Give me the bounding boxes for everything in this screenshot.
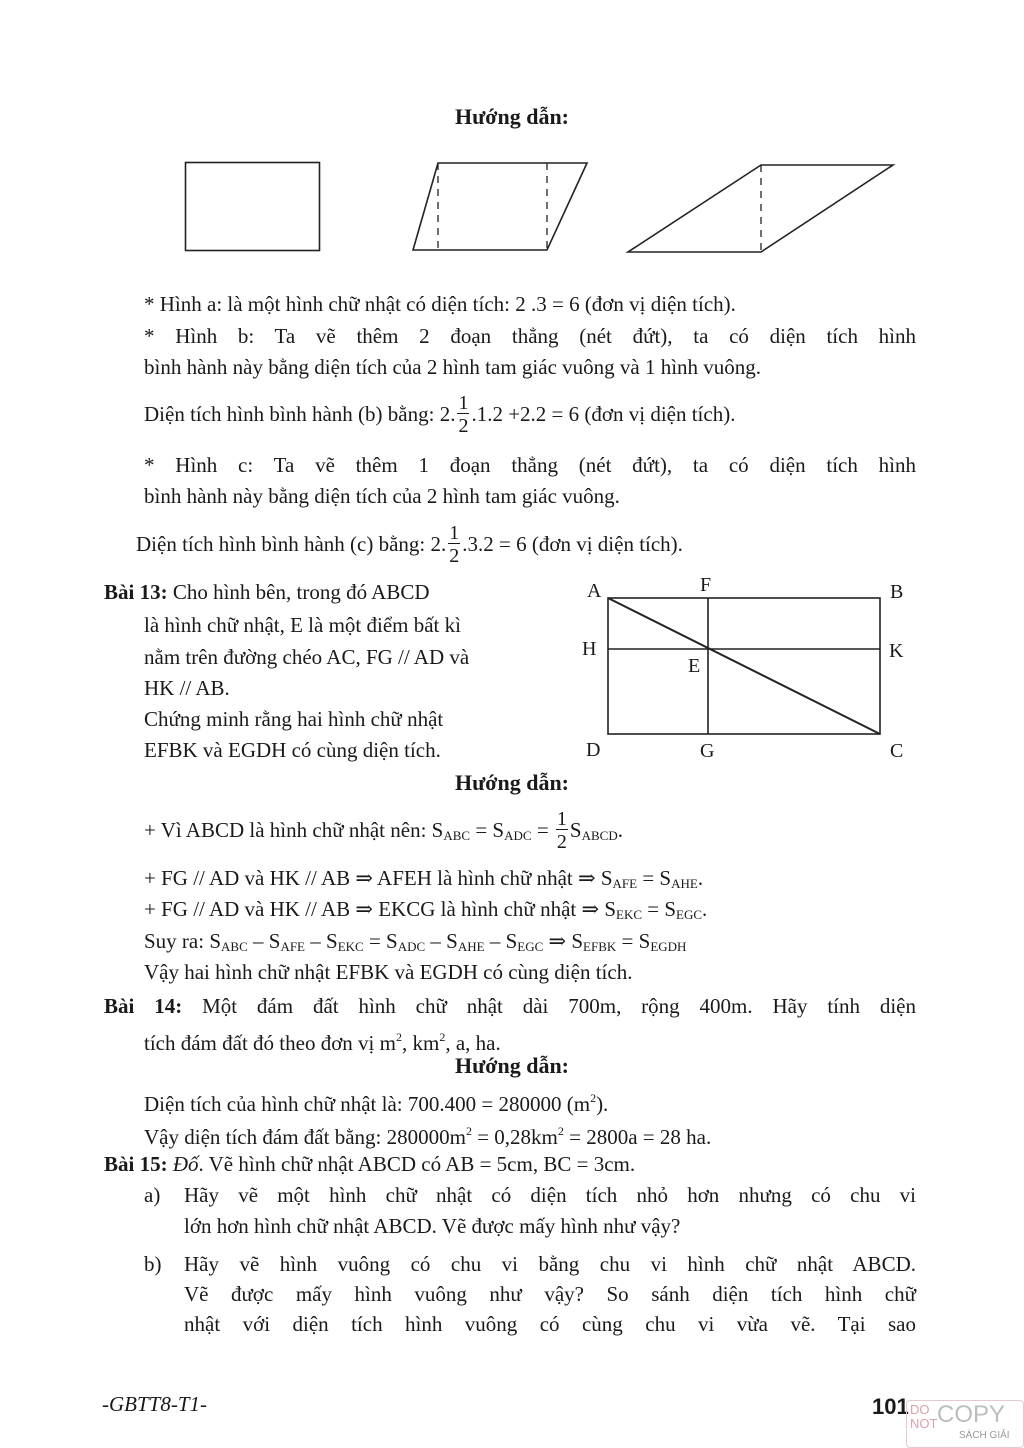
solution-13-line — [144, 927, 686, 961]
exercise-15-marker: b) — [144, 1252, 162, 1276]
figures-abc — [170, 150, 960, 260]
formula-text: = S — [637, 866, 672, 890]
fraction-numerator: 1 — [458, 391, 469, 414]
exercise-13-line: là hình chữ nhật, E là một điểm bất kì — [144, 613, 461, 637]
exercise-label: Bài 13: — [104, 580, 168, 604]
exercise-text: tích đám đất đó theo đơn vị m — [144, 1031, 396, 1055]
diagonal-ac — [608, 598, 880, 734]
exercise-text: , km — [401, 1031, 440, 1055]
section-heading: Hướng dẫn: — [454, 1053, 570, 1078]
section-heading: Hướng dẫn: — [454, 770, 570, 795]
subscript: EKC — [616, 907, 642, 922]
exercise-label: Bài 15: — [104, 1152, 168, 1176]
exercise-text: Cho hình bên, trong đó ABCD — [172, 580, 430, 604]
exercise-15-line: Hãy vẽ một hình chữ nhật có diện tích nhỏ hơn nhưng có chu vi — [184, 1183, 916, 1207]
solution-13-line — [144, 895, 707, 929]
formula-text: Diện tích hình bình hành (b) bằng: 2. — [144, 402, 456, 426]
fraction — [457, 393, 469, 436]
watermark-brand: SÁCH GIẢI — [959, 1430, 1010, 1441]
fraction-denominator: 2 — [449, 544, 460, 567]
formula-text: = 0,28km — [471, 1125, 558, 1149]
exercise-15-line: nhật với diện tích hình vuông có cùng chu vi vừa vẽ. Tại sao — [184, 1312, 916, 1336]
exercise-13-line — [104, 578, 430, 606]
subscript: ADC — [397, 939, 426, 954]
watermark-not: NOT — [910, 1416, 938, 1431]
point-label-k: K — [889, 640, 904, 662]
watermark-copy: COPY — [937, 1401, 1006, 1428]
subscript: AFE — [612, 876, 638, 891]
point-label-a: A — [587, 580, 602, 602]
formula-text: – S — [484, 929, 518, 953]
exercise-label-italic: Đố — [172, 1152, 199, 1176]
formula-text: – S — [305, 929, 338, 953]
exercise-15-line: lớn hơn hình chữ nhật ABCD. Vẽ được mấy hình như vậy? — [184, 1214, 681, 1238]
section-heading: Hướng dẫn: — [454, 104, 570, 129]
point-label-c: C — [890, 740, 904, 762]
exercise-15-line — [104, 1150, 635, 1178]
superscript: 2 — [590, 1091, 597, 1105]
fraction — [556, 809, 568, 852]
formula-line-c — [136, 518, 683, 570]
exercise-label: Bài 14: — [104, 994, 183, 1018]
formula-text: – S — [247, 929, 281, 953]
exercise-14-line — [104, 992, 916, 1020]
subscript: AHE — [671, 876, 698, 891]
superscript: 2 — [395, 1030, 402, 1044]
subscript: EKC — [337, 939, 364, 954]
point-label-h: H — [582, 638, 597, 660]
solution-13-line — [144, 804, 623, 862]
formula-text: . — [617, 818, 623, 842]
subscript: ABC — [443, 828, 471, 843]
subscript: AFE — [280, 939, 305, 954]
exercise-text: Một đám đất hình chữ nhật dài 700m, rộng 400m. Hãy tính diện — [202, 994, 916, 1018]
formula-text: .3.2 = 6 (đơn vị diện tích). — [462, 532, 683, 556]
formula-text: = 2800a = 28 ha. — [563, 1125, 712, 1149]
solution-14-line — [144, 1084, 608, 1118]
formula-text: .1.2 +2.2 = 6 (đơn vị diện tích). — [471, 402, 736, 426]
formula-text: Vậy diện tích đám đất bằng: 280000m — [144, 1125, 466, 1149]
fraction-denominator: 2 — [458, 414, 469, 437]
point-label-f: F — [700, 574, 712, 596]
watermark-do: DO — [910, 1402, 930, 1417]
figure-a-rectangle — [186, 163, 320, 251]
subscript: ABC — [221, 939, 248, 954]
subscript: EGC — [517, 939, 544, 954]
formula-text: Diện tích hình bình hành (c) bằng: 2. — [136, 532, 447, 556]
point-label-e: E — [688, 655, 701, 677]
formula-text: + Vì ABCD là hình chữ nhật nên: S — [144, 818, 444, 842]
fraction-denominator: 2 — [556, 830, 567, 853]
fraction-numerator: 1 — [556, 807, 567, 830]
book-code: -GBTT8-T1- — [102, 1392, 208, 1416]
formula-text: = S — [470, 818, 505, 842]
formula-text: = — [531, 818, 554, 842]
fraction — [448, 523, 460, 566]
exercise-15-marker: a) — [144, 1183, 161, 1207]
exercise-15-line: Vẽ được mấy hình vuông như vậy? So sánh diện tích hình chữ — [184, 1282, 916, 1306]
exercise-13-line: nằm trên đường chéo AC, FG // AD và — [144, 645, 470, 669]
exercise-text: . Vẽ hình chữ nhật ABCD có AB = 5cm, BC = 3cm. — [198, 1152, 636, 1176]
page-number: 101 — [872, 1394, 909, 1419]
rectangle-abcd-diagram — [578, 572, 918, 768]
superscript: 2 — [439, 1030, 446, 1044]
formula-text: S — [569, 818, 582, 842]
superscript: 2 — [465, 1124, 472, 1138]
solution-13-line — [144, 864, 703, 898]
watermark-logo — [906, 1400, 1024, 1448]
formula-text: . — [702, 897, 708, 921]
subscript: ABCD — [581, 828, 618, 843]
point-label-b: B — [890, 581, 904, 603]
formula-line-b — [144, 388, 735, 440]
formula-text: Diện tích của hình chữ nhật là: 700.400 = 280000 (m — [144, 1092, 591, 1116]
exercise-text: , a, ha. — [445, 1031, 501, 1055]
exercise-13-line: EFBK và EGDH có cùng diện tích. — [144, 738, 441, 762]
formula-text: ⇒ S — [543, 929, 584, 953]
point-label-g: G — [700, 740, 715, 762]
exercise-13-line: Chứng minh rằng hai hình chữ nhật — [144, 707, 444, 731]
figure-c-parallelogram — [628, 165, 893, 252]
subscript: EGDH — [650, 939, 687, 954]
exercise-15-line: Hãy vẽ hình vuông có chu vi bằng chu vi hình chữ nhật ABCD. — [184, 1252, 916, 1276]
formula-text: = S — [616, 929, 651, 953]
point-label-d: D — [586, 739, 601, 761]
superscript: 2 — [557, 1124, 564, 1138]
exercise-14-line — [144, 1023, 501, 1057]
text-line: * Hình a: là một hình chữ nhật có diện tích: 2 .3 = 6 (đơn vị diện tích). — [144, 292, 736, 316]
subscript: AHE — [457, 939, 485, 954]
formula-text: . — [697, 866, 704, 890]
formula-text: ). — [596, 1092, 609, 1116]
subscript: EGC — [676, 907, 703, 922]
formula-text: = S — [642, 897, 677, 921]
figure-b-parallelogram — [413, 163, 587, 250]
subscript: EFBK — [583, 939, 617, 954]
formula-text: Suy ra: S — [144, 929, 222, 953]
text-line: * Hình c: Ta vẽ thêm 1 đoạn thẳng (nét đứt), ta có diện tích hình — [144, 453, 916, 477]
exercise-13-line: HK // AB. — [144, 676, 230, 700]
solution-13-line: Vậy hai hình chữ nhật EFBK và EGDH có cùng diện tích. — [144, 960, 633, 984]
formula-text: = S — [363, 929, 398, 953]
formula-text: + FG // AD và HK // AB ⇒ AFEH là hình chữ nhật ⇒ S — [144, 866, 613, 890]
text-line: bình hành này bằng diện tích của 2 hình tam giác vuông. — [144, 484, 620, 508]
formula-text: – S — [425, 929, 458, 953]
text-line: * Hình b: Ta vẽ thêm 2 đoạn thẳng (nét đứt), ta có diện tích hình — [144, 324, 916, 348]
formula-text: + FG // AD và HK // AB ⇒ EKCG là hình chữ nhật ⇒ S — [144, 897, 616, 921]
subscript: ADC — [504, 828, 532, 843]
text-line: bình hành này bằng diện tích của 2 hình tam giác vuông và 1 hình vuông. — [144, 355, 762, 379]
fraction-numerator: 1 — [449, 521, 460, 544]
solution-14-line — [144, 1117, 711, 1151]
